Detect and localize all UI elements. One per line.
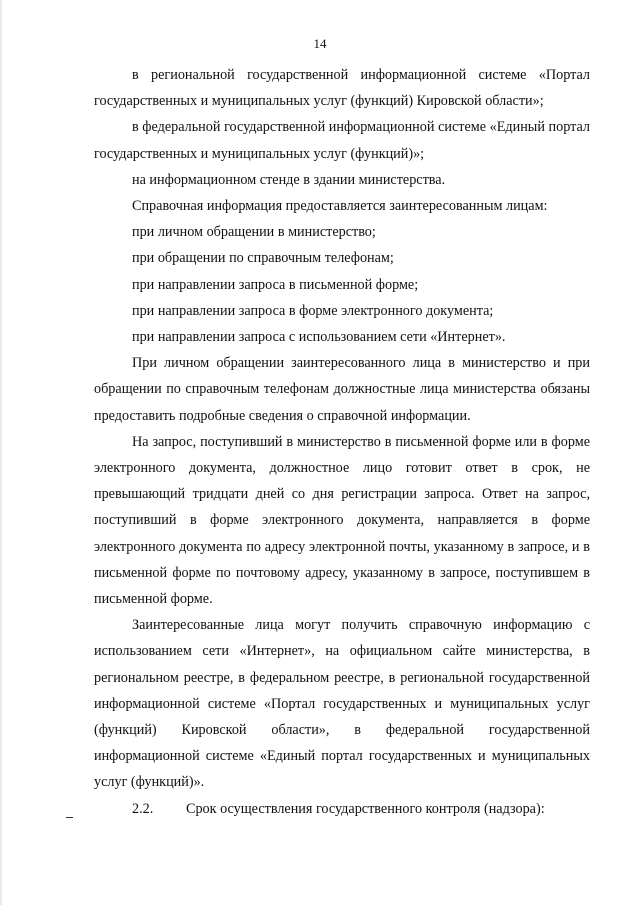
list-item: при направлении запроса в письменной форме;: [132, 276, 419, 293]
section-number: 2.2.: [132, 800, 154, 817]
list-item: при личном обращении в министерство;: [132, 224, 376, 241]
paragraph: на информационном стенде в здании министерства.: [132, 171, 446, 188]
section-heading: [94, 796, 590, 822]
paragraph: При личном обращении заинтересованного лица в министерство и при обращении по справочным телефонам должностные лица министерства обязаны предоставить подробные сведения о справочной информации.: [94, 355, 590, 424]
list-item: при направлении запроса в форме электронного документа;: [132, 302, 494, 319]
paragraph: Справочная информация предоставляется заинтересованным лицам:: [132, 198, 548, 215]
list-item: при обращении по справочным телефонам;: [132, 250, 394, 267]
scan-edge: [0, 0, 2, 905]
list-item: при направлении запроса с использованием сети «Интернет».: [132, 329, 506, 346]
paragraph: Заинтересованные лица могут получить справочную информацию с использованием сети «Интернет», на официальном сайте министерства, в региональном реестре, в федеральном реестре, в региональной государственной информационной системе «Портал государственных и муниципальных услуг (функций) Кировской области», в федеральной государственной информационной системе «Единый портал государственных и муниципальных услуг (функций)».: [94, 617, 590, 791]
margin-mark: [66, 817, 73, 818]
document-body: [94, 62, 590, 822]
section-title: Срок осуществления государственного контроля (надзора):: [186, 800, 545, 817]
page-number: 14: [313, 36, 327, 51]
paragraph: в региональной государственной информационной системе «Портал государственных и муниципальных услуг (функций) Кировской области»;: [94, 67, 590, 110]
paragraph: в федеральной государственной информационной системе «Единый портал государственных и муниципальных услуг (функций)»;: [94, 119, 590, 162]
paragraph: На запрос, поступивший в министерство в письменной форме или в форме электронного документа, должностное лицо готовит ответ в срок, не превышающий тридцати дней со дня регистрации запроса. Ответ на запрос, поступивший в форме электронного документа, направляется в форме электронного документа по адресу электронной почты, указанному в запросе, и в письменной форме по почтовому адресу, указанному в запросе, поступившем в письменной форме.: [94, 433, 590, 608]
